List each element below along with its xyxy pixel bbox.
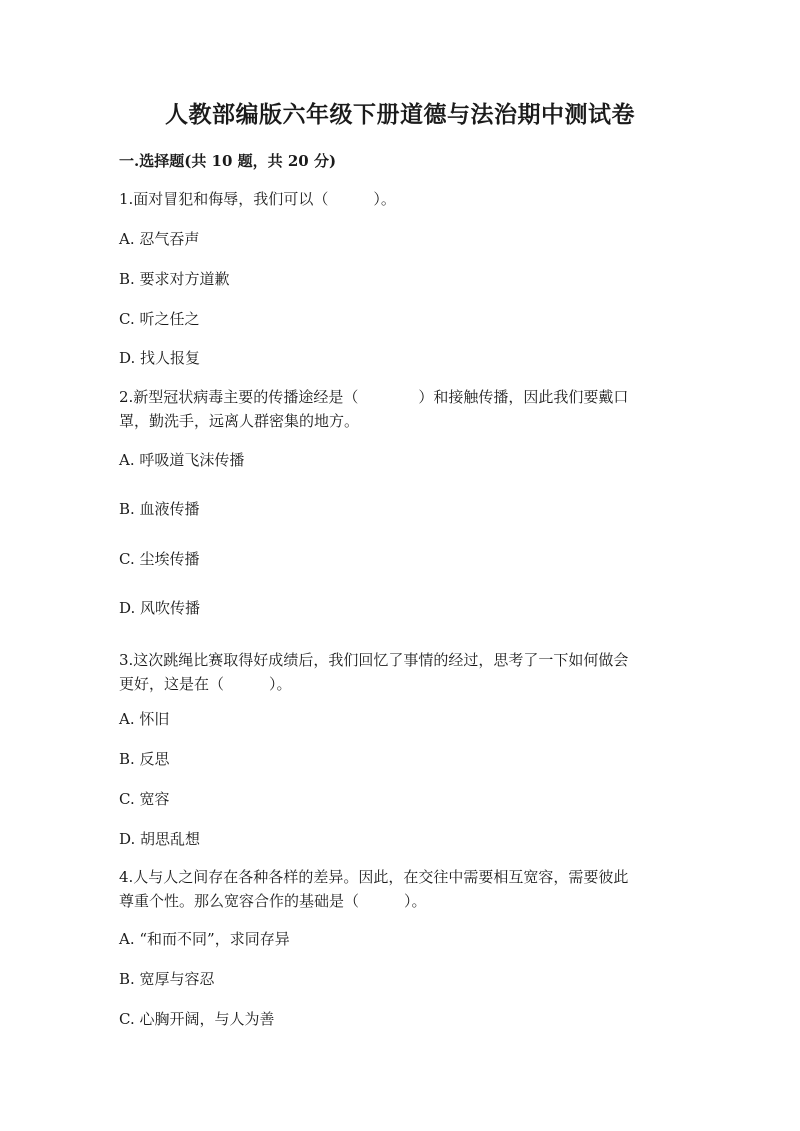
question-1-option-b: B. 要求对方道歉 [119, 270, 230, 288]
exam-title: 人教部编版六年级下册道德与法治期中测试卷 [165, 101, 635, 128]
question-1-option-d: D. 找人报复 [119, 349, 201, 367]
question-2-option-b: B. 血液传播 [119, 500, 200, 518]
question-2-option-c: C. 尘埃传播 [119, 550, 200, 568]
question-4-option-b: B. 宽厚与容忍 [119, 970, 215, 988]
question-3-option-b: B. 反思 [119, 750, 170, 768]
question-1-option-a: A. 忍气吞声 [119, 230, 200, 248]
question-1-text: 1.面对冒犯和侮辱，我们可以（ ）。 [119, 190, 396, 208]
question-2-option-a: A. 呼吸道飞沫传播 [119, 451, 245, 469]
question-2-text-line2: 罩，勤洗手，远离人群密集的地方。 [119, 412, 360, 430]
question-4-text-line2: 尊重个性。那么宽容合作的基础是（ ）。 [119, 892, 427, 910]
question-3-text-line2: 更好，这是在（ ）。 [119, 675, 292, 693]
question-3-text-line1: 3.这次跳绳比赛取得好成绩后，我们回忆了事情的经过，思考了一下如何做会 [119, 651, 629, 669]
question-4-text-line1: 4.人与人之间存在各种各样的差异。因此，在交往中需要相互宽容，需要彼此 [119, 868, 629, 886]
question-3-option-a: A. 怀旧 [119, 710, 170, 728]
section-heading: 一.选择题(共 10 题，共 20 分) [119, 152, 337, 170]
question-1-option-c: C. 听之任之 [119, 310, 200, 328]
question-2-text-line1: 2.新型冠状病毒主要的传播途经是（ ）和接触传播，因此我们要戴口 [119, 388, 629, 406]
question-3-option-d: D. 胡思乱想 [119, 830, 201, 848]
question-2-option-d: D. 风吹传播 [119, 599, 201, 617]
question-4-option-c: C. 心胸开阔，与人为善 [119, 1010, 275, 1028]
question-3-option-c: C. 宽容 [119, 790, 170, 808]
question-4-option-a: A. “和而不同”，求同存异 [119, 930, 290, 948]
